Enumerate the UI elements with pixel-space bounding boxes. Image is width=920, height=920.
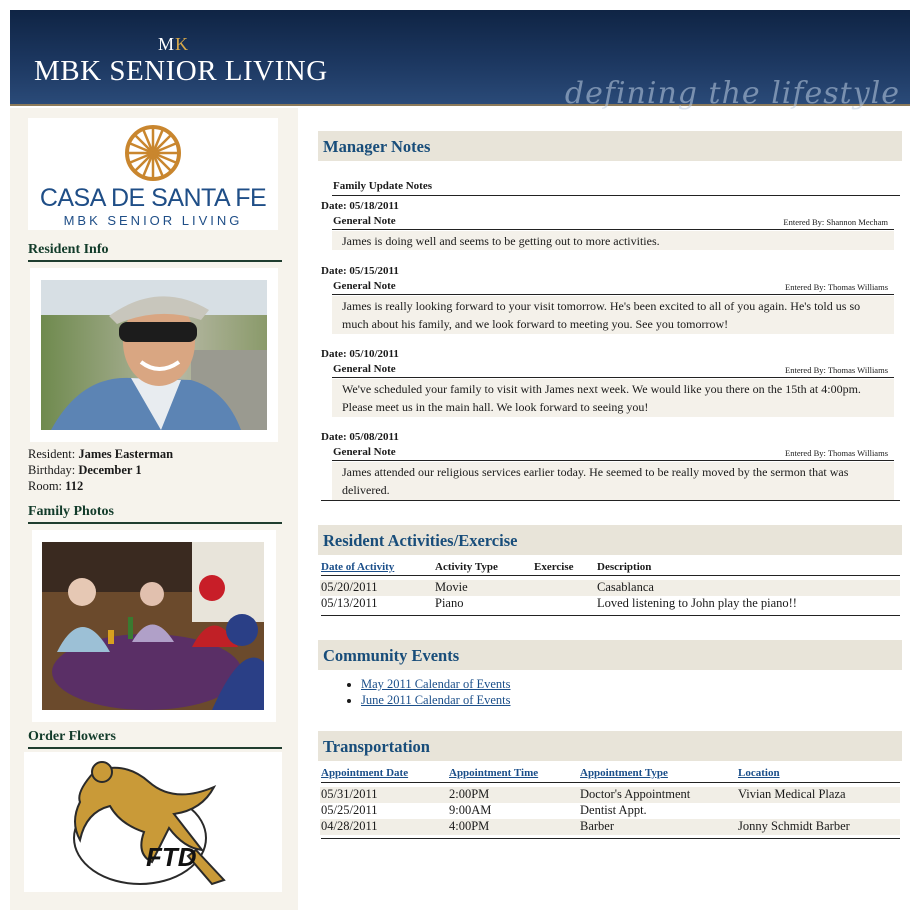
note-header xyxy=(332,280,894,295)
cell: Doctor's Appointment xyxy=(580,787,691,801)
site-header xyxy=(10,10,910,111)
cell: 05/31/2011 xyxy=(321,787,378,801)
table-row xyxy=(320,580,900,596)
cell: Piano xyxy=(435,596,464,610)
table-row xyxy=(320,803,900,819)
june-calendar-link[interactable]: June 2011 Calendar of Events xyxy=(361,693,511,707)
cell: 2:00PM xyxy=(449,787,490,801)
divider xyxy=(321,500,900,501)
cell: 05/13/2011 xyxy=(321,596,378,610)
note-text: James is doing well and seems to be getting out to more activities. xyxy=(332,231,894,250)
note-date: Date: 05/10/2011 xyxy=(321,348,399,360)
family-photo[interactable] xyxy=(42,542,264,710)
sort-location-link[interactable]: Location xyxy=(738,767,780,779)
order-flowers-heading: Order Flowers xyxy=(28,729,282,749)
ftd-mercury-icon xyxy=(24,752,282,892)
table-row xyxy=(320,787,900,803)
may-calendar-link[interactable]: May 2011 Calendar of Events xyxy=(361,677,511,691)
sort-appointment-type-link[interactable]: Appointment Type xyxy=(580,767,668,779)
note-type: General Note xyxy=(333,215,396,227)
cell: Movie xyxy=(435,580,468,594)
note-text: James attended our religious services earlier today. He seemed to be really moved by the sermon that was delivered. xyxy=(332,462,894,500)
sidebar xyxy=(10,108,298,910)
cell: 05/25/2011 xyxy=(321,803,378,817)
column-header: Exercise xyxy=(534,561,574,573)
note-text: James is really looking forward to your visit tomorrow. He's been excited to all of you again. He's told us so much about his family, and we look forward to meeting you. See you tomorrow! xyxy=(332,296,894,334)
ftd-logo-link[interactable] xyxy=(24,752,282,892)
list-item xyxy=(361,692,511,708)
community-events-header: Community Events xyxy=(318,640,902,670)
note-text: We've scheduled your family to visit with James next week. We would like you there on the 15th at 4:00pm. Please meet us in the main hall. We look forward to seeing you! xyxy=(332,379,894,417)
header-tagline: defining the lifestyle xyxy=(564,76,900,111)
resident-name-line: Resident: James Easterman xyxy=(28,447,174,461)
divider xyxy=(332,195,900,196)
note-type: General Note xyxy=(333,446,396,458)
note-type: General Note xyxy=(333,363,396,375)
community-logo xyxy=(28,118,278,230)
resident-details xyxy=(28,446,173,494)
divider xyxy=(321,575,900,576)
community-subtitle: MBK SENIOR LIVING xyxy=(63,213,243,228)
mbk-logo-mark: MK xyxy=(158,34,190,54)
divider xyxy=(321,615,900,616)
note-header xyxy=(332,363,894,378)
cell: Vivian Medical Plaza xyxy=(738,787,846,801)
manager-notes-header: Manager Notes xyxy=(318,131,902,161)
note-type: General Note xyxy=(333,280,396,292)
cell: Casablanca xyxy=(597,580,654,594)
cell: 9:00AM xyxy=(449,803,492,817)
note-header xyxy=(332,446,894,461)
note-date: Date: 05/15/2011 xyxy=(321,265,399,277)
community-name: CASA DE SANTA FE xyxy=(39,184,267,212)
sort-appointment-date-link[interactable]: Appointment Date xyxy=(321,767,409,779)
divider xyxy=(321,782,900,783)
column-header: Activity Type xyxy=(435,561,498,573)
events-list xyxy=(318,676,511,708)
family-photo-frame xyxy=(32,530,276,722)
cell: Jonny Schmidt Barber xyxy=(738,819,850,833)
note-date: Date: 05/08/2011 xyxy=(321,431,399,443)
wagon-wheel-icon xyxy=(124,124,182,182)
resident-photo xyxy=(41,280,267,430)
ftd-text: FTD xyxy=(146,842,197,872)
resident-name: James Easterman xyxy=(78,447,174,461)
room-line: Room: 112 xyxy=(28,479,84,493)
divider xyxy=(321,838,900,839)
birthday-line: Birthday: December 1 xyxy=(28,463,142,477)
column-header: Description xyxy=(597,561,652,573)
list-item xyxy=(361,676,511,692)
cell: Dentist Appt. xyxy=(580,803,647,817)
resident-birthday: December 1 xyxy=(78,463,142,477)
table-row xyxy=(320,819,900,835)
cell: 4:00PM xyxy=(449,819,490,833)
activities-header: Resident Activities/Exercise xyxy=(318,525,902,555)
note-entered-by: Entered By: Thomas Williams xyxy=(785,365,888,375)
sort-date-of-activity-link[interactable]: Date of Activity xyxy=(321,561,395,573)
sort-appointment-time-link[interactable]: Appointment Time xyxy=(449,767,539,779)
note-entered-by: Entered By: Thomas Williams xyxy=(785,282,888,292)
note-header xyxy=(332,215,894,230)
cell: 05/20/2011 xyxy=(321,580,378,594)
family-update-notes-label: Family Update Notes xyxy=(333,180,432,192)
resident-info-heading: Resident Info xyxy=(28,242,282,262)
resident-room: 112 xyxy=(65,479,84,493)
transportation-column-headers xyxy=(320,767,900,783)
cell: 04/28/2011 xyxy=(321,819,378,833)
table-row xyxy=(320,596,900,612)
note-entered-by: Entered By: Thomas Williams xyxy=(785,448,888,458)
cell: Loved listening to John play the piano!! xyxy=(597,596,797,610)
transportation-header: Transportation xyxy=(318,731,902,761)
note-date: Date: 05/18/2011 xyxy=(321,200,399,212)
mbk-logo-text[interactable]: MBK SENIOR LIVING xyxy=(34,55,328,87)
cell: Barber xyxy=(580,819,615,833)
resident-photo-frame xyxy=(30,268,278,442)
family-photos-heading: Family Photos xyxy=(28,504,282,524)
note-entered-by: Entered By: Shannon Mecham xyxy=(783,217,888,227)
